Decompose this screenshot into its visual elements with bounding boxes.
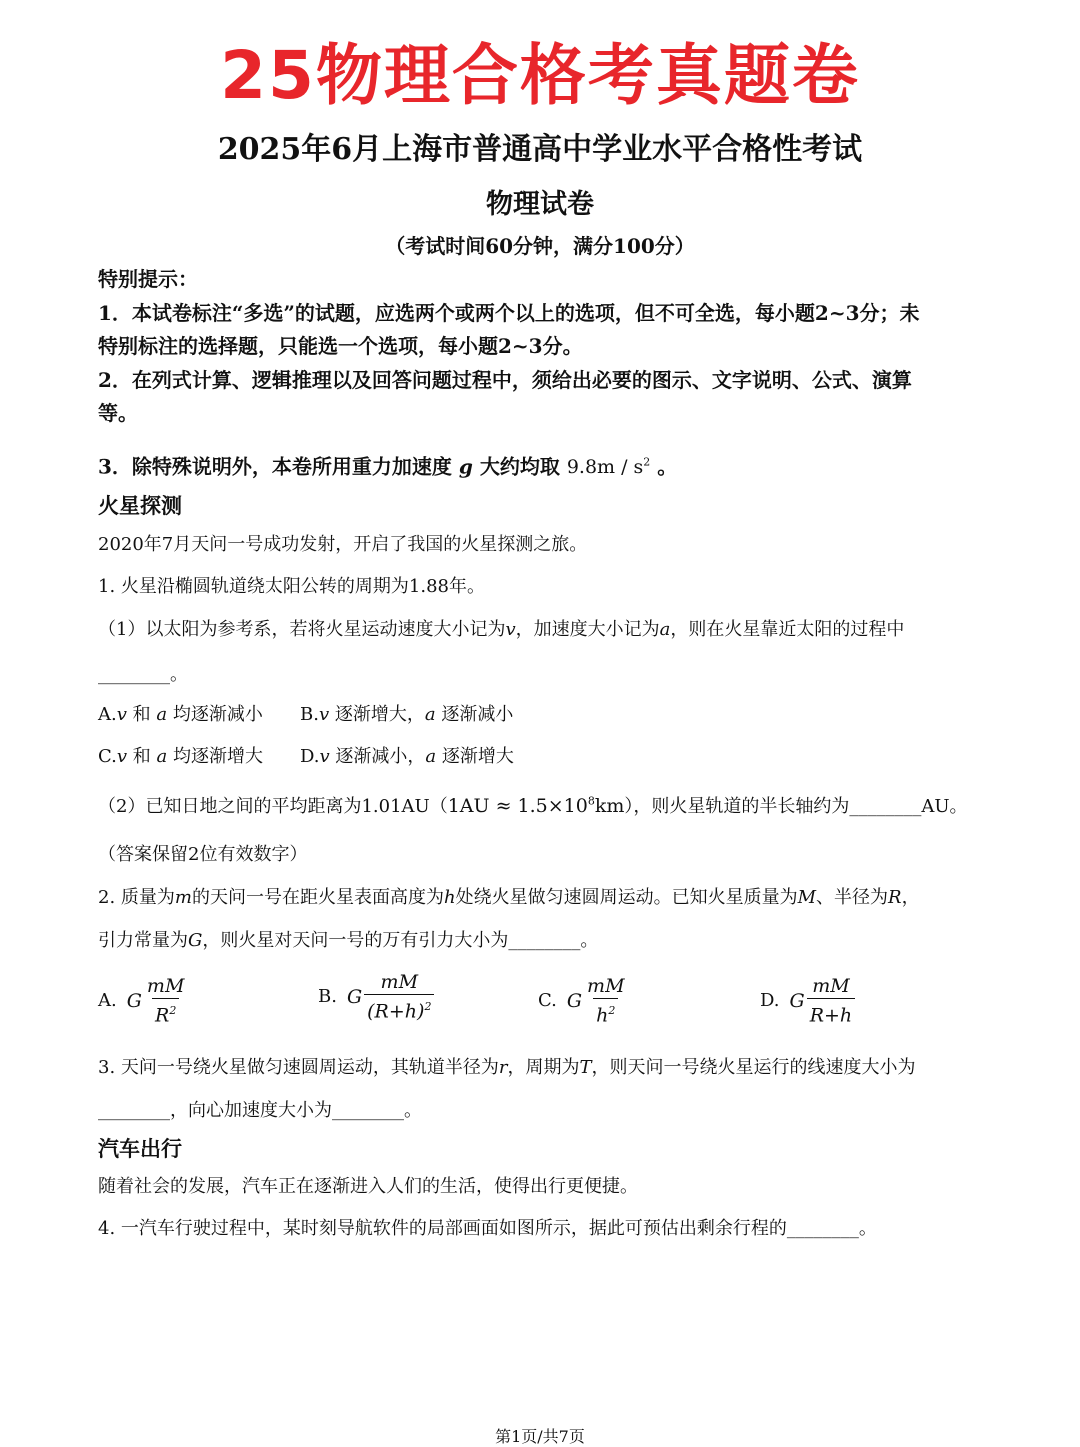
var-g: g — [458, 454, 473, 479]
q2-option-d: D. G $\frac{mM}{R+h}$ — [760, 974, 855, 1027]
q2-option-a: A. G $\frac{mM}{R^2}$ — [98, 975, 185, 1027]
au-formula: $1AU \approx 1.5\times 10^8km$ — [447, 794, 625, 817]
notice-item1-line2: 特别标注的选择题，只能选一个选项，每小题2~3分。 — [98, 334, 583, 358]
exam-info: （考试时间60分钟，满分100分） — [385, 234, 695, 258]
exam-title: 2025年6月上海市普通高中学业水平合格性考试 — [217, 132, 863, 167]
notice-item2-line1: 2．在列式计算、逻辑推理以及回答问题过程中，须给出必要的图示、文字说明、公式、演算 — [98, 368, 912, 392]
question-1-2: （2）已知日地之间的平均距离为$1.01AU(1AU \approx 1.5\times 10^8km)$，则火星轨道的半长轴约为________AU。 — [98, 794, 968, 817]
question-1: 1. 火星沿椭圆轨道绕太阳公转的周期为1.88年。 — [98, 576, 485, 597]
section-title-mars: 火星探测 — [98, 493, 182, 518]
section-title-car: 汽车出行 — [98, 1136, 182, 1161]
q1-1-option-a: A.v 和 a 均逐渐减小 — [98, 704, 263, 725]
q1-1-option-b: B.v 逐渐增大，a 逐渐减小 — [300, 704, 514, 725]
question-1-1-blank: ________。 — [98, 664, 188, 685]
question-4: 4. 一汽车行驶过程中，某时刻导航软件的局部画面如图所示，据此可预估出剩余行程的________。 — [98, 1218, 877, 1239]
question-3-line1: 3. 天问一号绕火星做匀速圆周运动，其轨道半径为r，周期为T，则天问一号绕火星运行的线速度大小为 — [98, 1057, 916, 1078]
notice-item1-line1: 1．本试卷标注“多选”的试题，应选两个或两个以上的选项，但不可全选，每小题2~3分；未 — [98, 301, 920, 325]
mars-intro: 2020年7月天问一号成功发射，开启了我国的火星探测之旅。 — [98, 534, 588, 555]
q2-option-c: C. G $\frac{mM}{h^2}$ — [538, 975, 625, 1027]
paper-title: 物理试卷 — [486, 189, 594, 220]
notice-item3-mid: 大约均取 — [479, 454, 560, 479]
notice-item3 — [98, 446, 677, 484]
question-2-line2: 引力常量为G，则火星对天问一号的万有引力大小为________。 — [98, 930, 599, 951]
page-footer: 第1页/共7页 — [495, 1427, 585, 1446]
gravity-value: $9.8m / s^2$ — [566, 456, 651, 479]
car-intro: 随着社会的发展，汽车正在逐渐进入人们的生活，使得出行更便捷。 — [98, 1176, 638, 1197]
question-2-line1: 2. 质量为m的天问一号在距火星表面高度为h处绕火星做匀速圆周运动。已知火星质量为M、半径为R， — [98, 887, 920, 908]
question-1-2-note: （答案保留2位有效数字） — [98, 844, 308, 865]
q2-option-b: B. G $\frac{mM}{(R+h)^2}$ — [318, 970, 434, 1023]
notice-item3-prefix: 3．除特殊说明外，本卷所用重力加速度 — [98, 454, 452, 479]
question-3-line2: ________，向心加速度大小为________。 — [98, 1100, 422, 1121]
question-1-1: （1）以太阳为参考系，若将火星运动速度大小记为v，加速度大小记为a，则在火星靠近太阳的过程中 — [98, 619, 905, 640]
q1-1-option-c: C.v 和 a 均逐渐增大 — [98, 746, 263, 767]
notice-heading: 特别提示： — [98, 267, 198, 291]
notice-item2-line2: 等。 — [98, 401, 138, 425]
banner-title: 25物理合格考真题卷 — [220, 37, 860, 114]
notice-item3-end: 。 — [657, 454, 678, 479]
q1-1-option-d: D.v 逐渐减小，a 逐渐增大 — [300, 746, 514, 767]
